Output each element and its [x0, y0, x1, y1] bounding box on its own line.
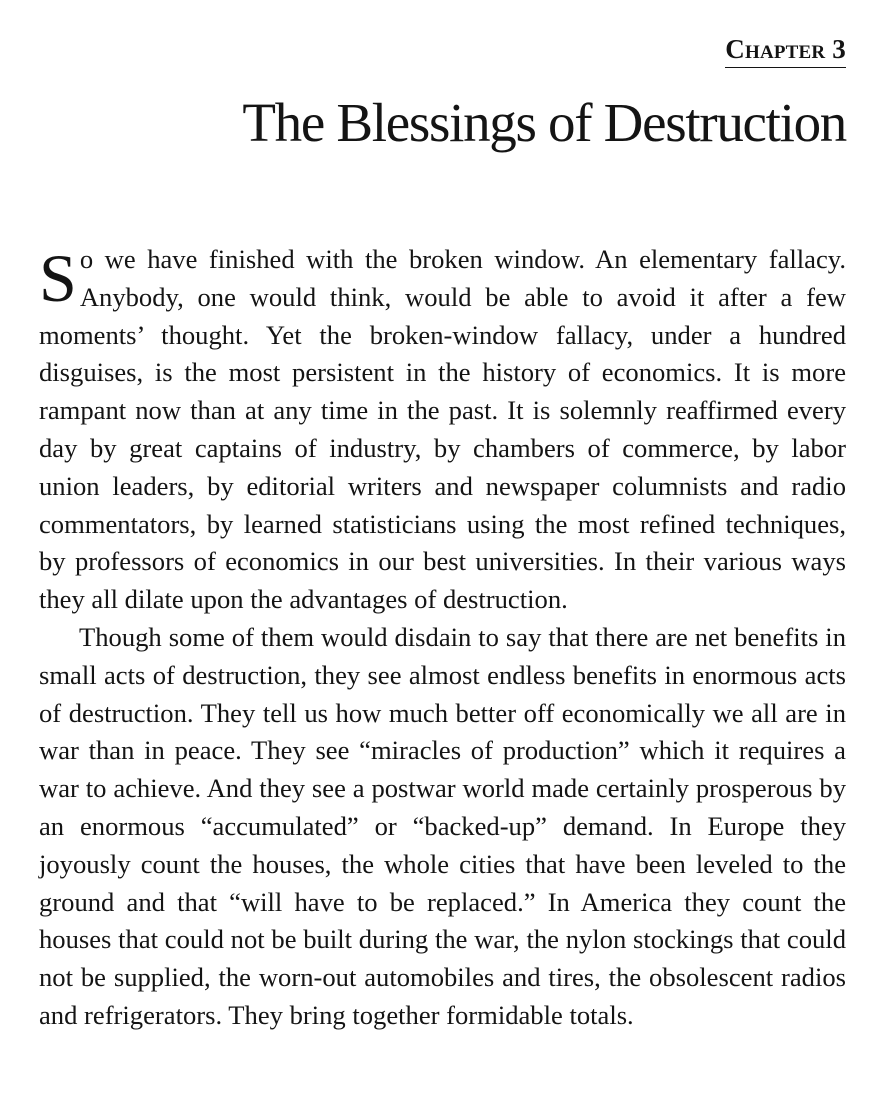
paragraph-1-text: o we have finished with the broken window. An elementary fallacy. Anybody, one would think, would be able to avoid it after a few moments’ thought. Yet the broken-window fallacy, under a hundred disguises, is the most persistent in the history of economics. It is more rampant now than at any time in the past. It is solemnly reaffirmed every day by great captains of industry, by chambers of commerce, by labor union leaders, by editorial writers and newspaper columnists and radio commentators, by learned statisticians using the most refined techniques, by professors of economics in our best universities. In their various ways they all dilate upon the advantages of destruction.: [39, 244, 846, 615]
paragraph-2: Though some of them would disdain to say that there are net benefits in small acts of destruction, they see almost endless benefits in enormous acts of destruction. They tell us how much better off economically we all are in war than in peace. They see “miracles of production” which it requires a war to achieve. And they see a postwar world made certainly prosperous by an enormous “accumulated” or “backed-up” demand. In Europe they joyously count the houses, the whole cities that have been leveled to the ground and that “will have to be replaced.” In America they count the houses that could not be built during the war, the nylon stockings that could not be supplied, the worn-out automobiles and tires, the obsolescent radios and refrigerators. They bring together formidable totals.: [39, 621, 846, 1030]
chapter-body: [39, 241, 846, 1035]
paragraph-1: [39, 241, 846, 619]
chapter-label: Chapter 3: [725, 34, 846, 68]
chapter-title: The Blessings of Destruction: [242, 92, 846, 153]
drop-cap: S: [39, 240, 77, 316]
book-page: [39, 0, 846, 1110]
